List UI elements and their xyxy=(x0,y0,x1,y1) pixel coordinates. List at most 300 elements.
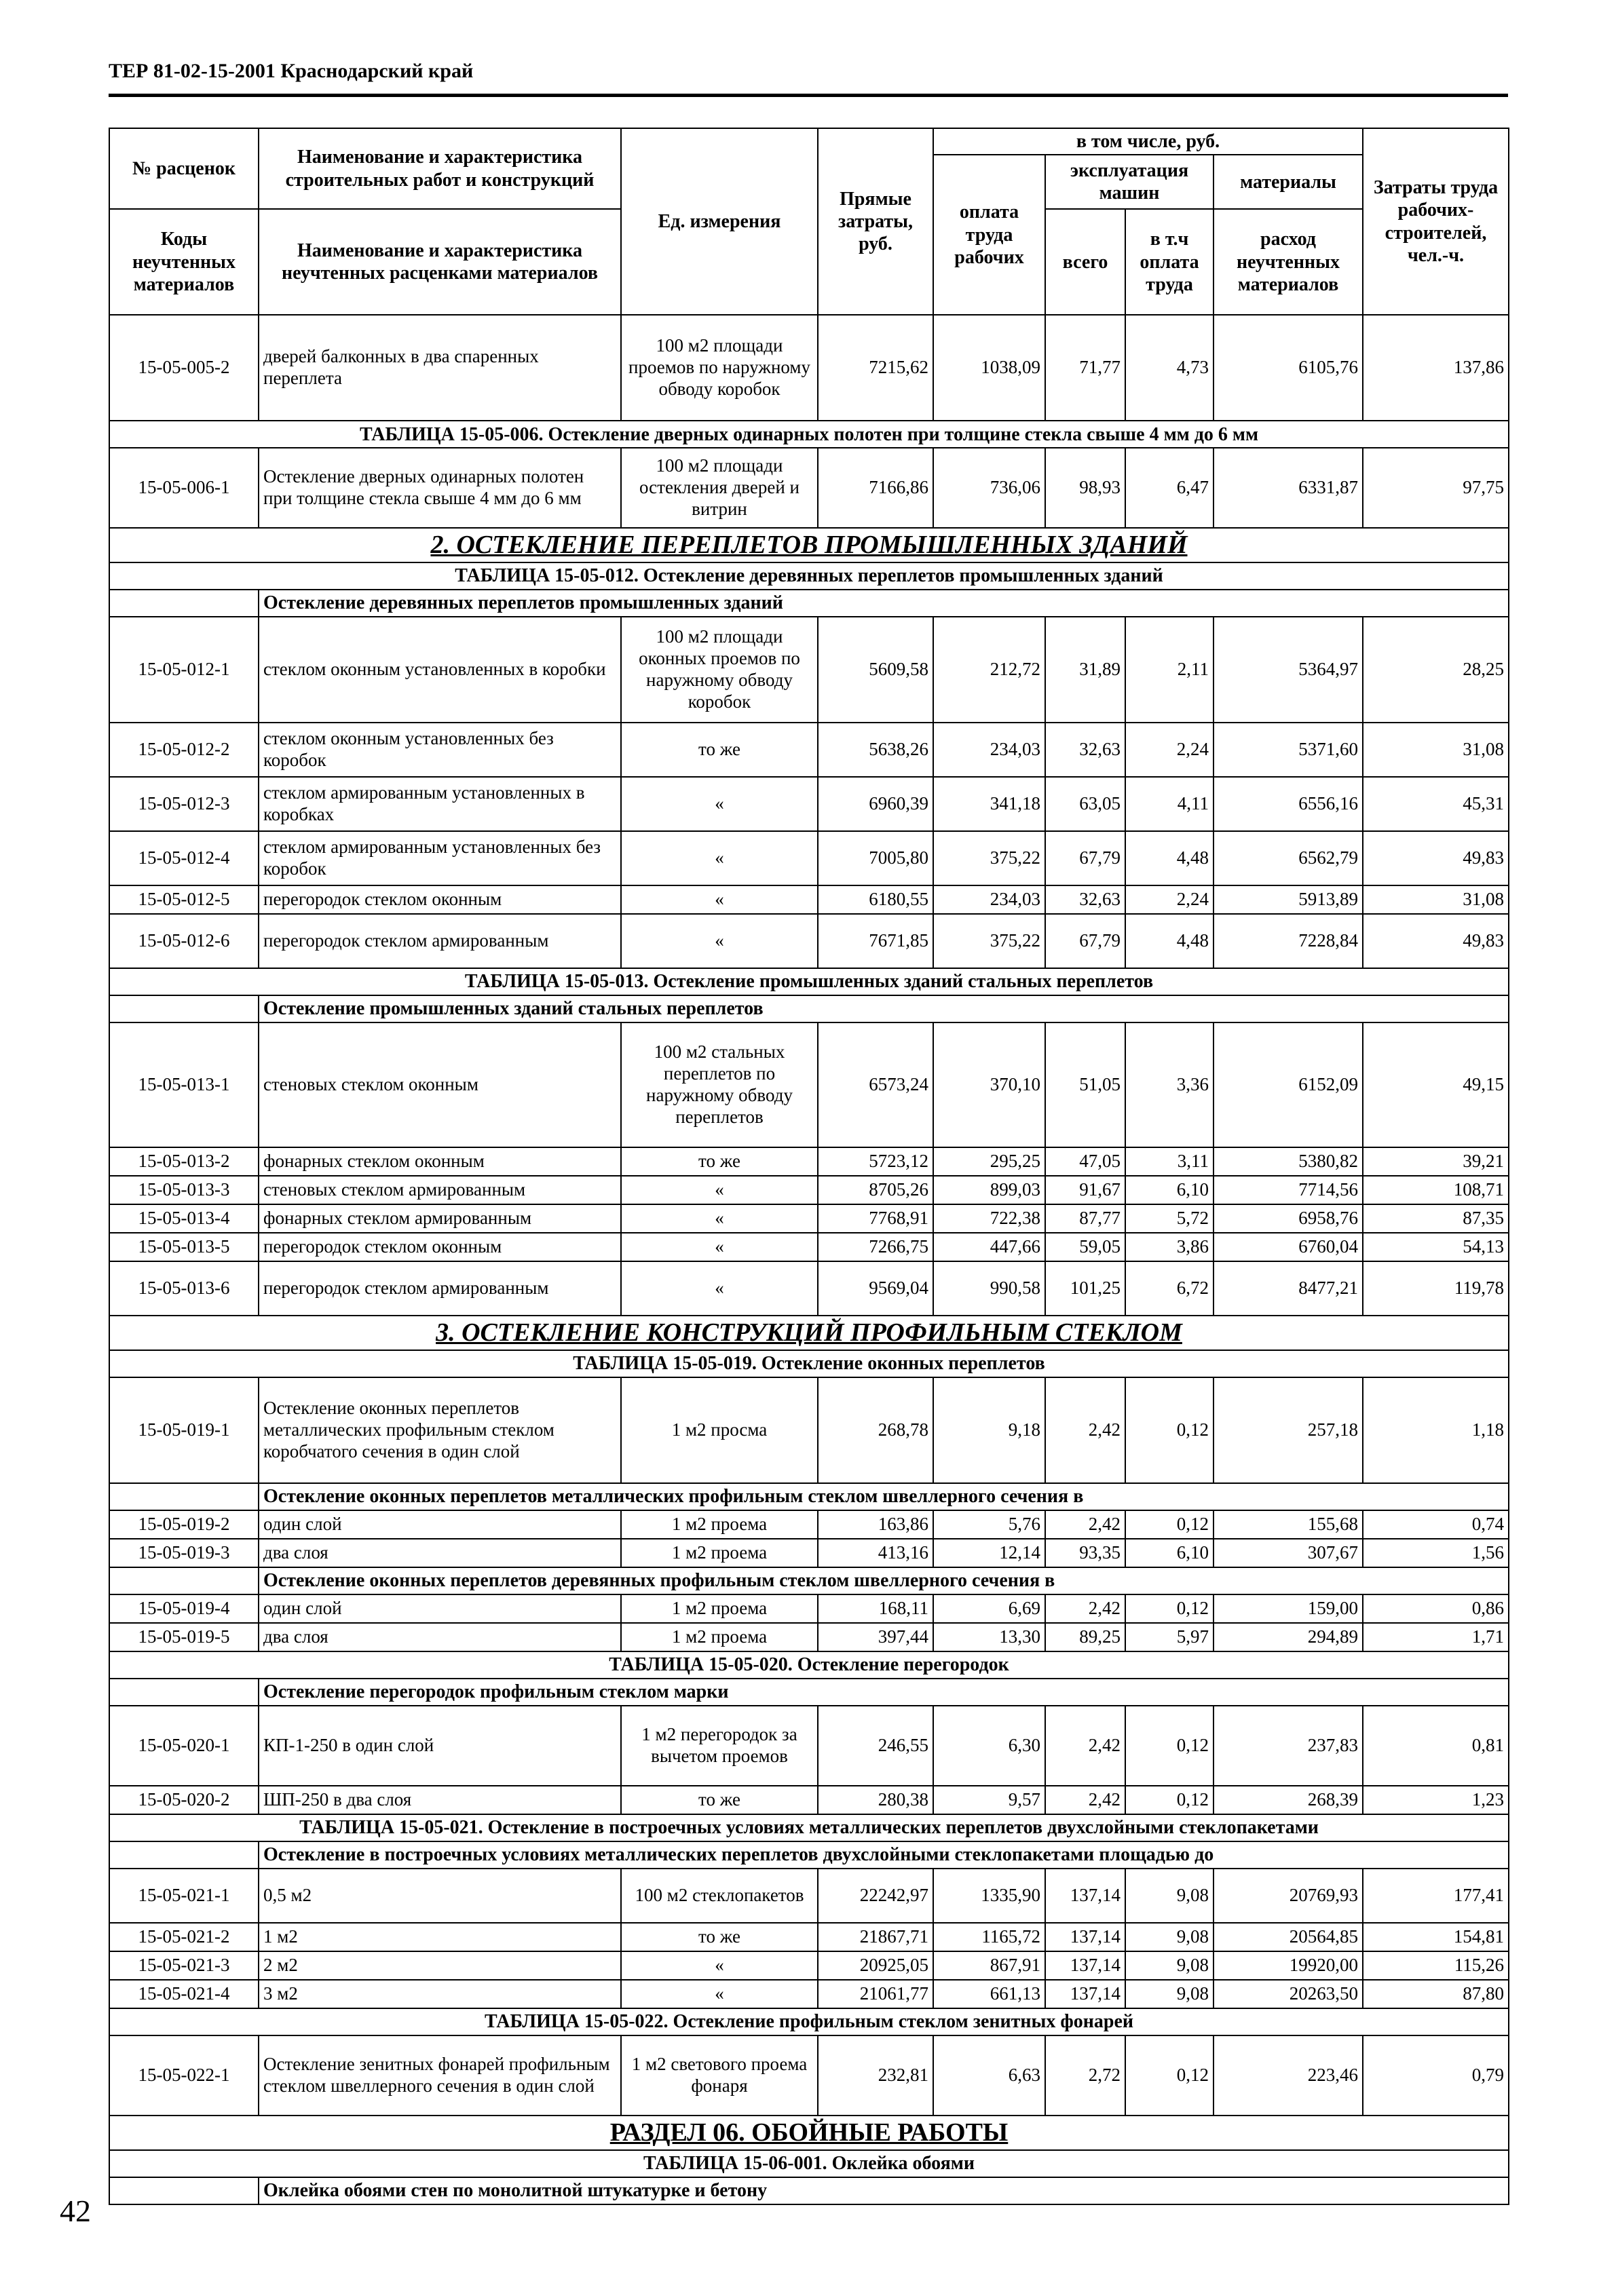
materials-cell: 155,68 xyxy=(1214,1510,1363,1539)
group-heading: Остекление деревянных переплетов промышленных зданий xyxy=(259,590,1509,617)
labor-hours-cell: 115,26 xyxy=(1363,1951,1509,1980)
machines-labor-cell: 3,11 xyxy=(1125,1147,1214,1176)
materials-cell: 20263,50 xyxy=(1214,1980,1363,2008)
work-name-cell: стеклом оконным установленных в коробки xyxy=(259,617,621,723)
unit-of-measure-cell: то же xyxy=(621,1786,818,1814)
table-row xyxy=(109,1261,1509,1316)
section-row xyxy=(109,528,1509,562)
rate-code-cell: 15-05-012-2 xyxy=(109,723,259,777)
materials-cell: 6760,04 xyxy=(1214,1233,1363,1261)
rate-code-cell: 15-05-021-4 xyxy=(109,1980,259,2008)
machines-labor-cell: 0,12 xyxy=(1125,1706,1214,1786)
header-direct: Прямые затраты, руб. xyxy=(818,128,933,315)
group-row xyxy=(109,590,1509,617)
rate-code-cell: 15-05-020-2 xyxy=(109,1786,259,1814)
header-code-bottom: Коды неучтенных материалов xyxy=(109,209,259,315)
labor-pay-cell: 370,10 xyxy=(933,1022,1045,1147)
table-row xyxy=(109,1022,1509,1147)
direct-costs-cell: 5638,26 xyxy=(818,723,933,777)
rate-code-cell: 15-05-013-1 xyxy=(109,1022,259,1147)
labor-hours-cell: 49,83 xyxy=(1363,831,1509,885)
table-title: ТАБЛИЦА 15-05-020. Остекление перегородок xyxy=(109,1651,1509,1679)
direct-costs-cell: 7671,85 xyxy=(818,914,933,968)
table-title-row xyxy=(109,1651,1509,1679)
table-row xyxy=(109,831,1509,885)
rate-code-cell: 15-05-012-3 xyxy=(109,777,259,831)
rate-code-cell: 15-05-013-5 xyxy=(109,1233,259,1261)
unit-of-measure-cell: 100 м2 площади оконных проемов по наружному обводу коробок xyxy=(621,617,818,723)
header-rule xyxy=(109,94,1508,97)
machines-total-cell: 2,42 xyxy=(1045,1786,1125,1814)
group-spacer xyxy=(109,1567,259,1594)
header-machines: эксплуатация машин xyxy=(1045,155,1214,209)
table-title: ТАБЛИЦА 15-05-019. Остекление оконных переплетов xyxy=(109,1350,1509,1377)
work-name-cell: дверей балконных в два спаренных переплета xyxy=(259,315,621,421)
labor-pay-cell: 6,30 xyxy=(933,1706,1045,1786)
table-title-row xyxy=(109,1814,1509,1841)
table-title-row xyxy=(109,562,1509,590)
direct-costs-cell: 21867,71 xyxy=(818,1923,933,1951)
labor-hours-cell: 177,41 xyxy=(1363,1869,1509,1923)
labor-pay-cell: 13,30 xyxy=(933,1623,1045,1651)
unit-of-measure-cell: 100 м2 площади проемов по наружному обводу коробок xyxy=(621,315,818,421)
work-name-cell: фонарных стеклом оконным xyxy=(259,1147,621,1176)
rate-code-cell: 15-05-019-2 xyxy=(109,1510,259,1539)
materials-cell: 5364,97 xyxy=(1214,617,1363,723)
machines-total-cell: 2,42 xyxy=(1045,1706,1125,1786)
labor-hours-cell: 1,23 xyxy=(1363,1786,1509,1814)
table-row xyxy=(109,617,1509,723)
materials-cell: 6958,76 xyxy=(1214,1204,1363,1233)
labor-pay-cell: 867,91 xyxy=(933,1951,1045,1980)
group-row xyxy=(109,2177,1509,2204)
direct-costs-cell: 9569,04 xyxy=(818,1261,933,1316)
direct-costs-cell: 232,81 xyxy=(818,2035,933,2116)
machines-total-cell: 32,63 xyxy=(1045,885,1125,914)
labor-pay-cell: 6,69 xyxy=(933,1594,1045,1623)
labor-hours-cell: 0,74 xyxy=(1363,1510,1509,1539)
group-spacer xyxy=(109,590,259,617)
labor-hours-cell: 87,35 xyxy=(1363,1204,1509,1233)
machines-labor-cell: 6,10 xyxy=(1125,1539,1214,1567)
labor-pay-cell: 1335,90 xyxy=(933,1869,1045,1923)
unit-of-measure-cell: то же xyxy=(621,723,818,777)
labor-pay-cell: 736,06 xyxy=(933,448,1045,528)
work-name-cell: 0,5 м2 xyxy=(259,1869,621,1923)
rate-code-cell: 15-05-005-2 xyxy=(109,315,259,421)
table-title: ТАБЛИЦА 15-05-013. Остекление промышленных зданий стальных переплетов xyxy=(109,968,1509,995)
header-labor-hours: Затраты труда рабочих-строителей, чел.-ч. xyxy=(1363,128,1509,315)
header-name-top: Наименование и характеристика строительных работ и конструкций xyxy=(259,128,621,209)
machines-labor-cell: 3,86 xyxy=(1125,1233,1214,1261)
table-title: ТАБЛИЦА 15-06-001. Оклейка обоями xyxy=(109,2150,1509,2177)
work-name-cell: 2 м2 xyxy=(259,1951,621,1980)
direct-costs-cell: 20925,05 xyxy=(818,1951,933,1980)
machines-labor-cell: 4,48 xyxy=(1125,914,1214,968)
rate-code-cell: 15-05-019-5 xyxy=(109,1623,259,1651)
rate-code-cell: 15-05-012-6 xyxy=(109,914,259,968)
table-row xyxy=(109,1706,1509,1786)
materials-cell: 5380,82 xyxy=(1214,1147,1363,1176)
rate-code-cell: 15-05-019-4 xyxy=(109,1594,259,1623)
unit-of-measure-cell: 100 м2 площади остекления дверей и витрин xyxy=(621,448,818,528)
group-spacer xyxy=(109,1483,259,1510)
rate-code-cell: 15-05-013-6 xyxy=(109,1261,259,1316)
unit-of-measure-cell: 1 м2 проема xyxy=(621,1623,818,1651)
work-name-cell: перегородок стеклом армированным xyxy=(259,914,621,968)
labor-pay-cell: 1038,09 xyxy=(933,315,1045,421)
labor-pay-cell: 234,03 xyxy=(933,885,1045,914)
materials-cell: 294,89 xyxy=(1214,1623,1363,1651)
machines-total-cell: 59,05 xyxy=(1045,1233,1125,1261)
header-mach-total: всего xyxy=(1045,209,1125,315)
table-row xyxy=(109,723,1509,777)
direct-costs-cell: 5723,12 xyxy=(818,1147,933,1176)
table-title-row xyxy=(109,2008,1509,2035)
materials-cell: 6331,87 xyxy=(1214,448,1363,528)
materials-cell: 268,39 xyxy=(1214,1786,1363,1814)
table-title-row xyxy=(109,421,1509,448)
unit-of-measure-cell: 1 м2 перегородок за вычетом проемов xyxy=(621,1706,818,1786)
labor-pay-cell: 12,14 xyxy=(933,1539,1045,1567)
work-name-cell: КП-1-250 в один слой xyxy=(259,1706,621,1786)
table-row xyxy=(109,2035,1509,2116)
table-row xyxy=(109,1594,1509,1623)
labor-pay-cell: 661,13 xyxy=(933,1980,1045,2008)
machines-labor-cell: 6,10 xyxy=(1125,1176,1214,1204)
direct-costs-cell: 6180,55 xyxy=(818,885,933,914)
unit-of-measure-cell: « xyxy=(621,1261,818,1316)
unit-of-measure-cell: 1 м2 проема xyxy=(621,1539,818,1567)
table-row xyxy=(109,1869,1509,1923)
table-title: ТАБЛИЦА 15-05-012. Остекление деревянных переплетов промышленных зданий xyxy=(109,562,1509,590)
unit-of-measure-cell: « xyxy=(621,1980,818,2008)
labor-hours-cell: 31,08 xyxy=(1363,723,1509,777)
materials-cell: 159,00 xyxy=(1214,1594,1363,1623)
machines-labor-cell: 6,72 xyxy=(1125,1261,1214,1316)
machines-total-cell: 137,14 xyxy=(1045,1951,1125,1980)
group-row xyxy=(109,1679,1509,1706)
labor-hours-cell: 154,81 xyxy=(1363,1923,1509,1951)
machines-labor-cell: 0,12 xyxy=(1125,1786,1214,1814)
machines-total-cell: 67,79 xyxy=(1045,831,1125,885)
labor-hours-cell: 0,81 xyxy=(1363,1706,1509,1786)
machines-labor-cell: 2,24 xyxy=(1125,885,1214,914)
machines-total-cell: 47,05 xyxy=(1045,1147,1125,1176)
labor-pay-cell: 1165,72 xyxy=(933,1923,1045,1951)
labor-hours-cell: 0,79 xyxy=(1363,2035,1509,2116)
table-title: ТАБЛИЦА 15-05-006. Остекление дверных одинарных полотен при толщине стекла свыше 4 мм до 6 мм xyxy=(109,421,1509,448)
direct-costs-cell: 7005,80 xyxy=(818,831,933,885)
document-header: ТЕР 81-02-15-2001 Краснодарский край xyxy=(109,60,474,82)
labor-pay-cell: 899,03 xyxy=(933,1176,1045,1204)
machines-labor-cell: 5,97 xyxy=(1125,1623,1214,1651)
unit-of-measure-cell: 1 м2 просма xyxy=(621,1377,818,1483)
unit-of-measure-cell: « xyxy=(621,1233,818,1261)
unit-of-measure-cell: 1 м2 проема xyxy=(621,1594,818,1623)
table-row xyxy=(109,914,1509,968)
machines-labor-cell: 2,11 xyxy=(1125,617,1214,723)
direct-costs-cell: 397,44 xyxy=(818,1623,933,1651)
direct-costs-cell: 7266,75 xyxy=(818,1233,933,1261)
work-name-cell: два слоя xyxy=(259,1539,621,1567)
machines-total-cell: 101,25 xyxy=(1045,1261,1125,1316)
header-name-bottom: Наименование и характеристика неучтенных расценками материалов xyxy=(259,209,621,315)
group-row xyxy=(109,1483,1509,1510)
direct-costs-cell: 163,86 xyxy=(818,1510,933,1539)
section-title: 3. ОСТЕКЛЕНИЕ КОНСТРУКЦИЙ ПРОФИЛЬНЫМ СТЕКЛОМ xyxy=(109,1316,1509,1350)
header-incl: в том числе, руб. xyxy=(933,128,1363,155)
materials-cell: 6152,09 xyxy=(1214,1022,1363,1147)
machines-total-cell: 91,67 xyxy=(1045,1176,1125,1204)
table-row xyxy=(109,1147,1509,1176)
header-labor-pay: оплата труда рабочих xyxy=(933,155,1045,315)
labor-hours-cell: 45,31 xyxy=(1363,777,1509,831)
rate-code-cell: 15-05-022-1 xyxy=(109,2035,259,2116)
work-name-cell: ШП-250 в два слоя xyxy=(259,1786,621,1814)
table-row xyxy=(109,1176,1509,1204)
table-title: ТАБЛИЦА 15-05-021. Остекление в построечных условиях металлических переплетов двухслойными стеклопакетами xyxy=(109,1814,1509,1841)
table-title: ТАБЛИЦА 15-05-022. Остекление профильным стеклом зенитных фонарей xyxy=(109,2008,1509,2035)
group-heading: Остекление в построечных условиях металлических переплетов двухслойными стеклопакетами площадью до xyxy=(259,1841,1509,1869)
labor-pay-cell: 6,63 xyxy=(933,2035,1045,2116)
materials-cell: 8477,21 xyxy=(1214,1261,1363,1316)
table-row xyxy=(109,1539,1509,1567)
machines-labor-cell: 0,12 xyxy=(1125,2035,1214,2116)
unit-of-measure-cell: 1 м2 светового проема фонаря xyxy=(621,2035,818,2116)
labor-pay-cell: 295,25 xyxy=(933,1147,1045,1176)
page-number: 42 xyxy=(60,2194,91,2228)
labor-pay-cell: 9,57 xyxy=(933,1786,1045,1814)
materials-cell: 223,46 xyxy=(1214,2035,1363,2116)
table-row xyxy=(109,1623,1509,1651)
labor-pay-cell: 212,72 xyxy=(933,617,1045,723)
labor-pay-cell: 990,58 xyxy=(933,1261,1045,1316)
machines-labor-cell: 0,12 xyxy=(1125,1594,1214,1623)
table-row xyxy=(109,1510,1509,1539)
header-materials-top: материалы xyxy=(1214,155,1363,209)
work-name-cell: фонарных стеклом армированным xyxy=(259,1204,621,1233)
group-row xyxy=(109,995,1509,1022)
machines-total-cell: 67,79 xyxy=(1045,914,1125,968)
direct-costs-cell: 7166,86 xyxy=(818,448,933,528)
header-mach-labor: в т.ч оплата труда xyxy=(1125,209,1214,315)
table-row xyxy=(109,1204,1509,1233)
table-title-row xyxy=(109,968,1509,995)
direct-costs-cell: 5609,58 xyxy=(818,617,933,723)
direct-costs-cell: 22242,97 xyxy=(818,1869,933,1923)
rate-code-cell: 15-05-020-1 xyxy=(109,1706,259,1786)
rate-code-cell: 15-05-012-1 xyxy=(109,617,259,723)
direct-costs-cell: 280,38 xyxy=(818,1786,933,1814)
unit-of-measure-cell: « xyxy=(621,1951,818,1980)
work-name-cell: 1 м2 xyxy=(259,1923,621,1951)
labor-pay-cell: 9,18 xyxy=(933,1377,1045,1483)
group-heading: Остекление перегородок профильным стеклом марки xyxy=(259,1679,1509,1706)
machines-labor-cell: 3,36 xyxy=(1125,1022,1214,1147)
table-header xyxy=(109,128,1509,315)
rates-table xyxy=(109,128,1509,2205)
direct-costs-cell: 6960,39 xyxy=(818,777,933,831)
labor-hours-cell: 1,18 xyxy=(1363,1377,1509,1483)
machines-labor-cell: 2,24 xyxy=(1125,723,1214,777)
machines-labor-cell: 9,08 xyxy=(1125,1951,1214,1980)
machines-labor-cell: 0,12 xyxy=(1125,1510,1214,1539)
machines-labor-cell: 4,73 xyxy=(1125,315,1214,421)
direct-costs-cell: 7215,62 xyxy=(818,315,933,421)
labor-hours-cell: 119,78 xyxy=(1363,1261,1509,1316)
direct-costs-cell: 246,55 xyxy=(818,1706,933,1786)
rate-code-cell: 15-05-019-3 xyxy=(109,1539,259,1567)
header-materials-bottom: расход неучтенных материалов xyxy=(1214,209,1363,315)
labor-hours-cell: 31,08 xyxy=(1363,885,1509,914)
machines-total-cell: 2,42 xyxy=(1045,1594,1125,1623)
unit-of-measure-cell: то же xyxy=(621,1147,818,1176)
direct-costs-cell: 8705,26 xyxy=(818,1176,933,1204)
direct-costs-cell: 268,78 xyxy=(818,1377,933,1483)
labor-hours-cell: 108,71 xyxy=(1363,1176,1509,1204)
direct-costs-cell: 21061,77 xyxy=(818,1980,933,2008)
table-row xyxy=(109,777,1509,831)
rate-code-cell: 15-05-013-4 xyxy=(109,1204,259,1233)
header-code-top: № расценок xyxy=(109,128,259,209)
materials-cell: 19920,00 xyxy=(1214,1951,1363,1980)
section-title: 2. ОСТЕКЛЕНИЕ ПЕРЕПЛЕТОВ ПРОМЫШЛЕННЫХ ЗДАНИЙ xyxy=(109,528,1509,562)
materials-cell: 5913,89 xyxy=(1214,885,1363,914)
machines-labor-cell: 4,11 xyxy=(1125,777,1214,831)
materials-cell: 257,18 xyxy=(1214,1377,1363,1483)
materials-cell: 6562,79 xyxy=(1214,831,1363,885)
table-body xyxy=(109,315,1509,2204)
materials-cell: 6556,16 xyxy=(1214,777,1363,831)
machines-labor-cell: 0,12 xyxy=(1125,1377,1214,1483)
labor-hours-cell: 1,56 xyxy=(1363,1539,1509,1567)
machines-labor-cell: 9,08 xyxy=(1125,1923,1214,1951)
rate-code-cell: 15-05-012-5 xyxy=(109,885,259,914)
unit-of-measure-cell: 1 м2 проема xyxy=(621,1510,818,1539)
unit-of-measure-cell: 100 м2 стальных переплетов по наружному обводу переплетов xyxy=(621,1022,818,1147)
table-row xyxy=(109,1233,1509,1261)
machines-labor-cell: 5,72 xyxy=(1125,1204,1214,1233)
work-name-cell: два слоя xyxy=(259,1623,621,1651)
machines-total-cell: 89,25 xyxy=(1045,1623,1125,1651)
labor-hours-cell: 49,15 xyxy=(1363,1022,1509,1147)
work-name-cell: стеклом оконным установленных без коробок xyxy=(259,723,621,777)
work-name-cell: Остекление оконных переплетов металлических профильным стеклом коробчатого сечения в один слой xyxy=(259,1377,621,1483)
materials-cell: 20769,93 xyxy=(1214,1869,1363,1923)
unit-of-measure-cell: 100 м2 стеклопакетов xyxy=(621,1869,818,1923)
machines-total-cell: 93,35 xyxy=(1045,1539,1125,1567)
direct-costs-cell: 7768,91 xyxy=(818,1204,933,1233)
group-heading: Остекление оконных переплетов деревянных профильным стеклом швеллерного сечения в xyxy=(259,1567,1509,1594)
labor-hours-cell: 1,71 xyxy=(1363,1623,1509,1651)
unit-of-measure-cell: « xyxy=(621,777,818,831)
work-name-cell: Остекление дверных одинарных полотен при толщине стекла свыше 4 мм до 6 мм xyxy=(259,448,621,528)
table-row xyxy=(109,885,1509,914)
machines-labor-cell: 4,48 xyxy=(1125,831,1214,885)
machines-total-cell: 2,42 xyxy=(1045,1377,1125,1483)
unit-of-measure-cell: « xyxy=(621,885,818,914)
table-title-row xyxy=(109,2150,1509,2177)
unit-of-measure-cell: « xyxy=(621,914,818,968)
labor-hours-cell: 97,75 xyxy=(1363,448,1509,528)
rate-code-cell: 15-05-019-1 xyxy=(109,1377,259,1483)
rate-code-cell: 15-05-006-1 xyxy=(109,448,259,528)
table-row xyxy=(109,1786,1509,1814)
labor-pay-cell: 447,66 xyxy=(933,1233,1045,1261)
unit-of-measure-cell: то же xyxy=(621,1923,818,1951)
direct-costs-cell: 6573,24 xyxy=(818,1022,933,1147)
materials-cell: 20564,85 xyxy=(1214,1923,1363,1951)
unit-of-measure-cell: « xyxy=(621,1176,818,1204)
rate-code-cell: 15-05-021-3 xyxy=(109,1951,259,1980)
unit-of-measure-cell: « xyxy=(621,1204,818,1233)
work-name-cell: перегородок стеклом оконным xyxy=(259,1233,621,1261)
machines-total-cell: 137,14 xyxy=(1045,1869,1125,1923)
table-row xyxy=(109,1923,1509,1951)
group-spacer xyxy=(109,995,259,1022)
labor-hours-cell: 54,13 xyxy=(1363,1233,1509,1261)
group-spacer xyxy=(109,1841,259,1869)
group-heading: Оклейка обоями стен по монолитной штукатурке и бетону xyxy=(259,2177,1509,2204)
machines-total-cell: 2,42 xyxy=(1045,1510,1125,1539)
section-row xyxy=(109,1316,1509,1350)
work-name-cell: перегородок стеклом армированным xyxy=(259,1261,621,1316)
unit-of-measure-cell: « xyxy=(621,831,818,885)
header-unit: Ед. измерения xyxy=(621,128,818,315)
rate-code-cell: 15-05-021-2 xyxy=(109,1923,259,1951)
work-name-cell: перегородок стеклом оконным xyxy=(259,885,621,914)
machines-total-cell: 87,77 xyxy=(1045,1204,1125,1233)
table-row xyxy=(109,1980,1509,2008)
work-name-cell: стеклом армированным установленных без коробок xyxy=(259,831,621,885)
labor-hours-cell: 0,86 xyxy=(1363,1594,1509,1623)
group-row xyxy=(109,1567,1509,1594)
group-spacer xyxy=(109,2177,259,2204)
table-row xyxy=(109,315,1509,421)
labor-hours-cell: 87,80 xyxy=(1363,1980,1509,2008)
work-name-cell: стеновых стеклом оконным xyxy=(259,1022,621,1147)
rate-code-cell: 15-05-012-4 xyxy=(109,831,259,885)
machines-labor-cell: 9,08 xyxy=(1125,1869,1214,1923)
machines-labor-cell: 6,47 xyxy=(1125,448,1214,528)
section-row xyxy=(109,2116,1509,2150)
materials-cell: 7714,56 xyxy=(1214,1176,1363,1204)
labor-pay-cell: 375,22 xyxy=(933,831,1045,885)
labor-pay-cell: 5,76 xyxy=(933,1510,1045,1539)
section-title: РАЗДЕЛ 06. ОБОЙНЫЕ РАБОТЫ xyxy=(109,2116,1509,2150)
machines-total-cell: 51,05 xyxy=(1045,1022,1125,1147)
labor-pay-cell: 375,22 xyxy=(933,914,1045,968)
machines-total-cell: 137,14 xyxy=(1045,1923,1125,1951)
direct-costs-cell: 168,11 xyxy=(818,1594,933,1623)
group-spacer xyxy=(109,1679,259,1706)
table-row xyxy=(109,448,1509,528)
work-name-cell: один слой xyxy=(259,1510,621,1539)
machines-total-cell: 71,77 xyxy=(1045,315,1125,421)
work-name-cell: Остекление зенитных фонарей профильным стеклом швеллерного сечения в один слой xyxy=(259,2035,621,2116)
labor-hours-cell: 28,25 xyxy=(1363,617,1509,723)
work-name-cell: стеклом армированным установленных в коробках xyxy=(259,777,621,831)
materials-cell: 237,83 xyxy=(1214,1706,1363,1786)
table-row xyxy=(109,1377,1509,1483)
group-row xyxy=(109,1841,1509,1869)
table-row xyxy=(109,1951,1509,1980)
labor-pay-cell: 234,03 xyxy=(933,723,1045,777)
group-heading: Остекление оконных переплетов металлических профильным стеклом швеллерного сечения в xyxy=(259,1483,1509,1510)
machines-total-cell: 32,63 xyxy=(1045,723,1125,777)
direct-costs-cell: 413,16 xyxy=(818,1539,933,1567)
